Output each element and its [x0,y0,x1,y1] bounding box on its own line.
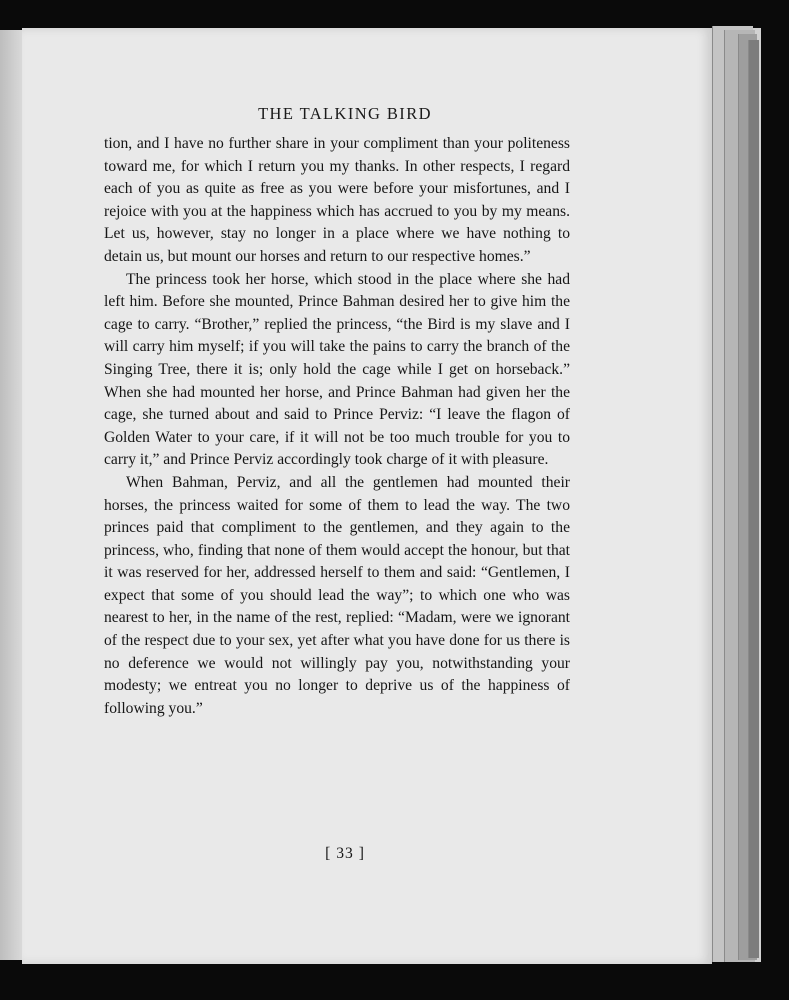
running-head: THE TALKING BIRD [258,104,432,123]
book-page [22,28,712,964]
paragraph: When Bahman, Perviz, and all the gentlemen had mounted their horses, the princess waited for some of them to lead the way. The two princes paid that compliment to the gentlemen, and they again to the princess, who, finding that none of them would accept the honour, but that it was reserved for her, addressed herself to them and said: “Gentlemen, I expect that some of you should lead the way”; to which one who was nearest to her, in the name of the rest, replied: “Madam, were we ignorant of the respect due to your sex, yet after what you have done for us there is no deference we would not willingly pay you, notwithstanding your modesty; we entreat you no longer to deprive us of the happiness of following you.” [104,473,570,717]
facing-page-edge [0,30,22,960]
paragraph-continuation: tion, and I have no further share in your compliment than your politeness toward me, for which I return you my thanks. In other respects, I regard each of you as quite as free as you were before your misfortunes, and I rejoice with you at the happiness which has accrued to you by my means. Let us, however, stay no longer in a place where we have nothing to detain us, but mount our horses and return to our respective homes.” [104,135,570,265]
page-edge-stack [748,40,759,958]
paragraph: The princess took her horse, which stood in the place where she had left him. Before she mounted, Prince Bahman desired her to give him the cage to carry. “Brother,” replied the princess, “the Bird is my slave and I will carry him myself; if you will take the pains to carry the branch of the Singing Tree, there it is; only hold the cage while I get on horseback.” When she had mounted her horse, and Prince Bahman had given her the cage, she turned about and said to Prince Perviz: “I leave the flagon of Golden Water to your care, if it will not be too much trouble for you to carry it,” and Prince Perviz accordingly took charge of it with pleasure. [104,270,570,469]
page-number: [ 33 ] [325,845,365,862]
page-body [104,133,570,720]
